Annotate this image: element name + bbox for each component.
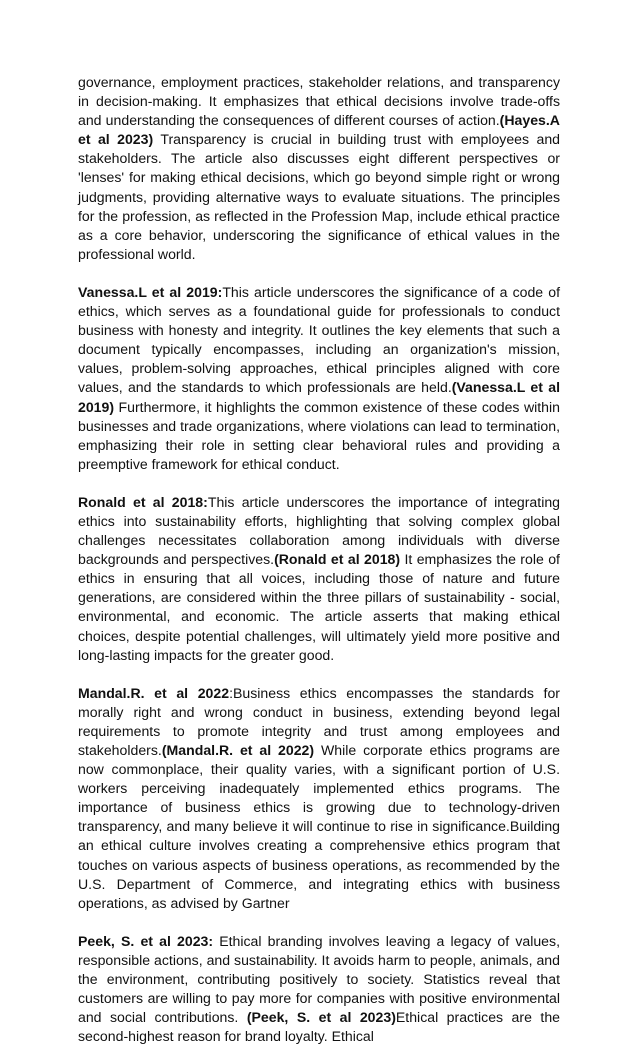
reference-heading: Vanessa.L et al 2019: [78,283,223,300]
citation: (Mandal.R. et al 2022) [161,742,315,758]
paragraph-mandal [78,684,560,913]
body-text: This article underscores the significance of a code of ethics, which serves as a foundational guide for professionals to conduct business with honesty and integrity. It outlines the key elements that such a document typically encompasses, including an organization's mission, values, problem-solving approaches, ethical principles aligned with core values, and the standards to which professionals are held. [78,283,560,396]
body-text: governance, employment practices, stakeholder relations, and transparency in decision-making. It emphasizes that ethical decisions involve trade-offs and understanding the consequences of different courses of action. [78,74,560,129]
paragraph-hayes-continuation [78,73,560,264]
citation: (Ronald et al 2018) [274,551,401,568]
body-text: :Business ethics encompasses the standards for morally right and wrong conduct in business, extending beyond legal requirements to promote integrity and trust among employees and stakeholders. [78,684,561,758]
paragraph-peek [78,932,560,1046]
citation: (Peek, S. et al 2023) [246,1009,396,1026]
paragraph-vanessa [78,283,560,474]
body-text: Furthermore, it highlights the common existence of these codes within businesses and trade organizations, where violations can lead to termination, emphasizing their role in setting clear behavioral rules and providing a preemptive framework for ethical conduct. [78,398,560,472]
citation: (Vanessa.L et al 2019) [78,379,560,415]
body-text: While corporate ethics programs are now commonplace, their quality varies, with a significant portion of U.S. workers perceiving inadequately implemented ethics programs. The importance of business ethics is growing due to technology-driven transparency, and many believe it will continue to rise in significance.Building an ethical culture involves creating a comprehensive ethics program that touches on various aspects of business operations, as recommended by the U.S. Department of Commerce, and integrating ethics with business operations, as advised by Gartner [78,742,560,911]
citation: (Hayes.A et al 2023) [78,112,560,148]
body-text: Ethical practices are the second-highest reason for brand loyalty. Ethical [78,1009,560,1045]
body-text: This article underscores the importance of integrating ethics into sustainability efforts, highlighting that solving complex global challenges necessitates collaboration among individuals with diverse backgrounds and perspectives. [78,493,560,568]
paragraph-ronald [78,493,560,665]
reference-heading: Mandal.R. et al 2022 [78,684,230,701]
body-text: It emphasizes the role of ethics in ensuring that all voices, including those of nature and future generations, are considered within the three pillars of sustainability - social, environmental, and economic. The article asserts that making ethical choices, despite potential challenges, will ultimately yield more positive and long-lasting impacts for the greater good. [78,551,560,663]
body-text: Ethical branding involves leaving a legacy of values, responsible actions, and sustainability. It avoids harm to people, animals, and the environment, contributing positively to society. Statistics reveal that customers are willing to pay more for companies with positive environmental and social contributions. [78,932,560,1026]
reference-heading: Peek, S. et al 2023: [78,932,214,949]
reference-heading: Ronald et al 2018: [78,493,208,510]
body-text: Transparency is crucial in building trust with employees and stakeholders. The article also discusses eight different perspectives or 'lenses' for making ethical decisions, which go beyond simple right or wrong judgments, providing alternative ways to evaluate situations. The principles for the profession, as reflected in the Profession Map, include ethical practice as a core behavior, underscoring the significance of ethical values in the professional world. [78,131,560,262]
